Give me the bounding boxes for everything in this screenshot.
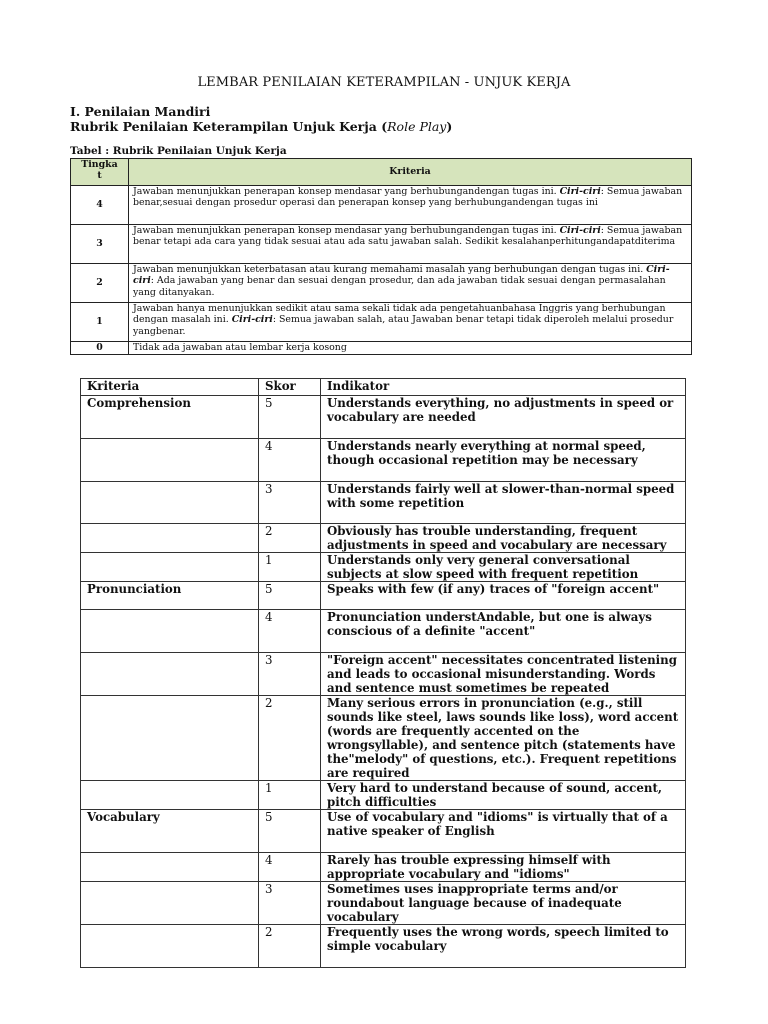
- score-skor: 5: [259, 582, 321, 610]
- score-skor: 3: [259, 653, 321, 696]
- rubric-text: : Semua jawaban benar tetapi ada cara yang tidak sesuai atau ada satu jawaban salah. Sedikit kesalahanperhitungandapatditerima: [133, 225, 683, 248]
- rubric-table: [70, 158, 692, 355]
- score-indikator: Pronunciation understAndable, but one is always conscious of a definite "accent": [321, 610, 686, 653]
- score-row: [81, 810, 686, 853]
- rubric-row: [71, 342, 692, 355]
- score-skor: 3: [259, 482, 321, 524]
- score-kriteria: [81, 439, 259, 482]
- rubric-text: Jawaban hanya menunjukkan sedikit atau sama sekali tidak ada pengetahuanbahasa Inggris yang berhubungan dengan masalah ini.: [133, 303, 666, 326]
- score-kriteria: Pronunciation: [81, 582, 259, 610]
- rubric-description: [129, 225, 692, 264]
- score-row: [81, 696, 686, 781]
- subheading-suffix: ): [446, 119, 453, 134]
- rubric-text: Jawaban menunjukkan penerapan konsep mendasar yang berhubungandengan tugas ini.: [133, 186, 560, 197]
- score-kriteria: Vocabulary: [81, 810, 259, 853]
- rubric-row: [71, 264, 692, 303]
- score-header-skor: Skor: [259, 379, 321, 396]
- rubric-text: : Ada jawaban yang benar dan sesuai dengan prosedur, dan ada jawaban tidak sesuai dengan permasalahan yang ditanyakan.: [133, 275, 666, 298]
- ciri-label: Ciri-ciri: [231, 314, 273, 326]
- score-kriteria: [81, 610, 259, 653]
- section-subheading: [70, 119, 452, 134]
- score-indikator: "Foreign accent" necessitates concentrated listening and leads to occasional misunderstanding. Words and sentence must sometimes be repeated: [321, 653, 686, 696]
- header-level-line1: Tingka: [81, 159, 118, 170]
- score-indikator: Use of vocabulary and "idioms" is virtually that of a native speaker of English: [321, 810, 686, 853]
- score-indikator: Understands only very general conversational subjects at slow speed with frequent repetition: [321, 553, 686, 582]
- score-skor: 4: [259, 439, 321, 482]
- score-skor: 2: [259, 524, 321, 553]
- rubric-row: [71, 186, 692, 225]
- score-skor: 4: [259, 853, 321, 882]
- rubric-text: Jawaban menunjukkan keterbatasan atau kurang memahami masalah yang berhubungan dengan tugas ini.: [133, 264, 647, 275]
- score-indikator: Many serious errors in pronunciation (e.g., still sounds like steel, laws sounds like loss), word accent (words are frequently accented on the wrongsyllable), and sentence pitch (statements have the"melody" of questions, etc.). Frequent repetitions are required: [321, 696, 686, 781]
- ciri-label: Ciri-ciri: [559, 186, 601, 197]
- score-kriteria: [81, 482, 259, 524]
- score-header-row: [81, 379, 686, 396]
- score-indikator: Rarely has trouble expressing himself with appropriate vocabulary and "idioms": [321, 853, 686, 882]
- rubric-level: 4: [71, 186, 129, 225]
- rubric-text: Jawaban menunjukkan penerapan konsep mendasar yang berhubungandengan tugas ini.: [133, 225, 560, 236]
- score-indikator: Speaks with few (if any) traces of "foreign accent": [321, 582, 686, 610]
- score-row: [81, 882, 686, 925]
- score-kriteria: [81, 653, 259, 696]
- rubric-level: 3: [71, 225, 129, 264]
- score-kriteria: [81, 853, 259, 882]
- score-indikator: Understands everything, no adjustments in speed or vocabulary are needed: [321, 396, 686, 439]
- score-row: [81, 653, 686, 696]
- score-kriteria: [81, 553, 259, 582]
- score-indikator: Obviously has trouble understanding, frequent adjustments in speed and vocabulary are necessary: [321, 524, 686, 553]
- subheading-prefix: Rubrik Penilaian Keterampilan Unjuk Kerja (: [70, 119, 388, 134]
- score-indikator: Frequently uses the wrong words, speech limited to simple vocabulary: [321, 925, 686, 968]
- score-row: [81, 396, 686, 439]
- document-title: LEMBAR PENILAIAN KETERAMPILAN - UNJUK KERJA: [197, 75, 571, 90]
- score-kriteria: [81, 524, 259, 553]
- rubric-row: [71, 303, 692, 342]
- score-indikator: Understands fairly well at slower-than-normal speed with some repetition: [321, 482, 686, 524]
- score-indikator: Understands nearly everything at normal speed, though occasional repetition may be necessary: [321, 439, 686, 482]
- score-skor: 1: [259, 781, 321, 810]
- rubric-text: : Semua jawaban salah, atau Jawaban benar tetapi tidak diperoleh melalui prosedur yangbenar.: [133, 314, 674, 337]
- score-indikator: Very hard to understand because of sound, accent, pitch difficulties: [321, 781, 686, 810]
- table-caption: Tabel : Rubrik Penilaian Unjuk Kerja: [70, 145, 287, 157]
- rubric-description: [129, 186, 692, 225]
- score-skor: 2: [259, 696, 321, 781]
- score-row: [81, 853, 686, 882]
- ciri-label: Ciri-ciri: [559, 225, 601, 236]
- score-kriteria: [81, 882, 259, 925]
- score-row: [81, 925, 686, 968]
- score-indikator: Sometimes uses inappropriate terms and/or roundabout language because of inadequate vocabulary: [321, 882, 686, 925]
- rubric-description: [129, 303, 692, 342]
- rubric-text: : Semua jawaban benar,sesuai dengan prosedur operasi dan penerapan konsep yang berhubungandengan tugas ini: [133, 186, 683, 209]
- rubric-text: Tidak ada jawaban atau lembar kerja kosong: [133, 342, 347, 353]
- score-skor: 5: [259, 810, 321, 853]
- section-heading: I. Penilaian Mandiri: [70, 104, 211, 119]
- subheading-italic: Role Play: [387, 119, 447, 134]
- score-skor: 2: [259, 925, 321, 968]
- score-skor: 5: [259, 396, 321, 439]
- score-row: [81, 781, 686, 810]
- score-header-indikator: Indikator: [321, 379, 686, 396]
- rubric-header-row: [71, 159, 692, 186]
- rubric-header-level: [71, 159, 129, 186]
- rubric-level: 0: [71, 342, 129, 355]
- rubric-description: [129, 264, 692, 303]
- score-kriteria: [81, 925, 259, 968]
- score-row: [81, 482, 686, 524]
- rubric-level: 1: [71, 303, 129, 342]
- rubric-row: [71, 225, 692, 264]
- score-kriteria: Comprehension: [81, 396, 259, 439]
- header-level-line2: t: [97, 170, 102, 181]
- score-table: [80, 378, 686, 968]
- score-header-kriteria: Kriteria: [81, 379, 259, 396]
- ciri-label: Ciri-ciri: [133, 264, 670, 287]
- score-row: [81, 524, 686, 553]
- rubric-level: 2: [71, 264, 129, 303]
- score-kriteria: [81, 781, 259, 810]
- rubric-description: [129, 342, 692, 355]
- score-row: [81, 610, 686, 653]
- rubric-header-criteria: Kriteria: [129, 159, 692, 186]
- score-row: [81, 582, 686, 610]
- score-row: [81, 439, 686, 482]
- score-skor: 1: [259, 553, 321, 582]
- score-row: [81, 553, 686, 582]
- score-skor: 4: [259, 610, 321, 653]
- score-skor: 3: [259, 882, 321, 925]
- score-kriteria: [81, 696, 259, 781]
